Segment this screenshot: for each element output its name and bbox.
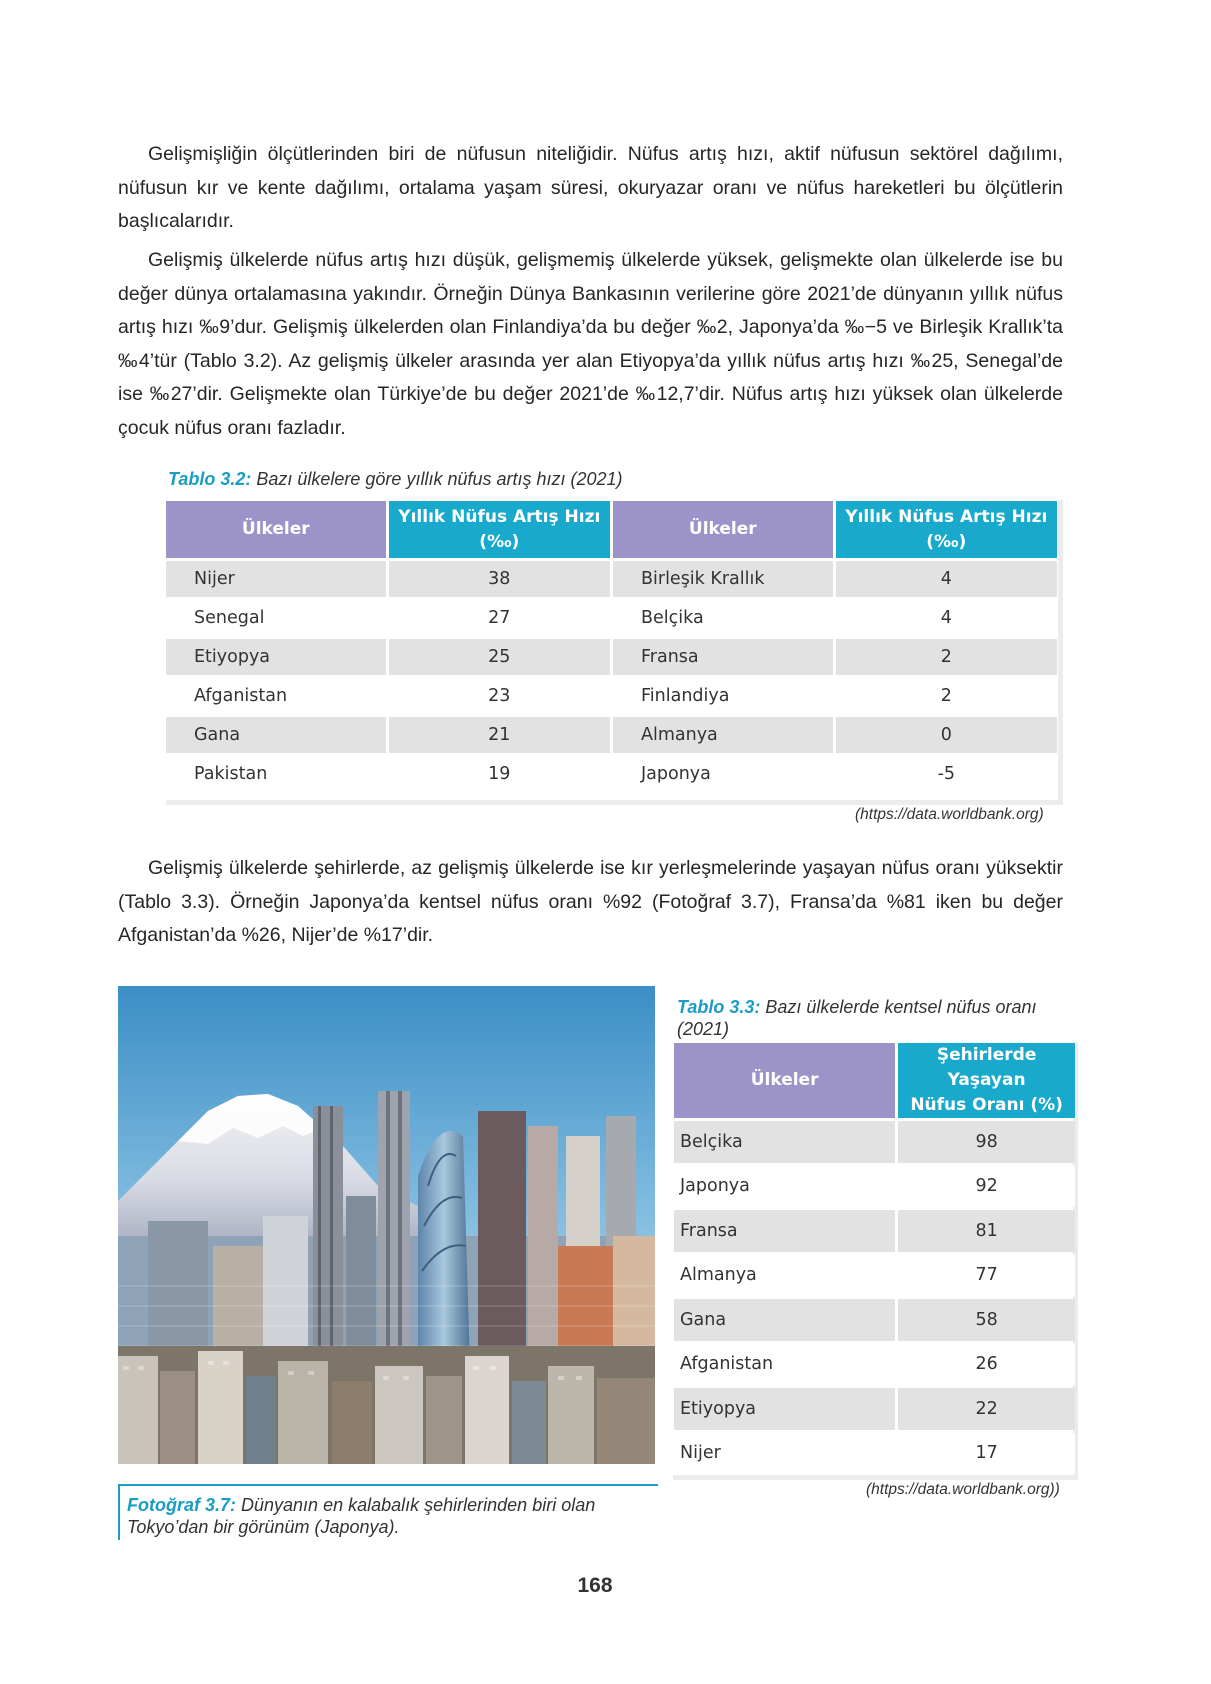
t32-country: Fransa — [613, 639, 833, 675]
t32-value: 2 — [836, 678, 1057, 714]
paragraph-2 — [118, 244, 1063, 445]
t32-value: 4 — [836, 561, 1057, 597]
t33-value: 26 — [898, 1344, 1075, 1386]
t33-country: Fransa — [674, 1210, 895, 1252]
table-row — [674, 1210, 1075, 1252]
table-row — [674, 1255, 1075, 1297]
table-3-2-caption-text: Bazı ülkelere göre yıllık nüfus artış hızı (2021) — [251, 469, 623, 489]
t32-header-rate-2: Yıllık Nüfus Artış Hızı (‰) — [836, 501, 1057, 558]
t32-country: Belçika — [613, 600, 833, 636]
table-row — [166, 717, 1057, 753]
t33-header-countries: Ülkeler — [674, 1043, 895, 1118]
table-row — [674, 1344, 1075, 1386]
table-3-3 — [671, 1040, 1078, 1477]
paragraph-1 — [118, 138, 1063, 239]
t32-country: Almanya — [613, 717, 833, 753]
t33-value: 22 — [898, 1388, 1075, 1430]
table-3-2-source: (https://data.worldbank.org) — [855, 806, 1044, 823]
t33-country: Nijer — [674, 1433, 895, 1475]
t33-country: Etiyopya — [674, 1388, 895, 1430]
paragraph-3-text: Gelişmiş ülkelerde şehirlerde, az gelişmiş ülkelerde ise kır yerleşmelerinde yaşayan nüfus oranı yüksektir (Tablo 3.3). Örneğin Japonya’da kentsel nüfus oranı %92 (Fotoğraf 3.7), Fransa’da %81 iken bu değer Afganistan’da %26, Nijer’de %17’dir. — [118, 857, 1063, 946]
table-3-2-caption — [168, 468, 623, 490]
paragraph-1-text: Gelişmişliğin ölçütlerinden biri de nüfusun niteliğidir. Nüfus artış hızı, aktif nüfusun sektörel dağılımı, nüfusun kır ve kente dağılımı, ortalama yaşam süresi, okuryazar oranı ve nüfus hareketleri bu ölçütlerin başlıcalarıdır. — [118, 143, 1063, 232]
t32-value: 2 — [836, 639, 1057, 675]
t32-country: Finlandiya — [613, 678, 833, 714]
t33-country: Japonya — [674, 1166, 895, 1208]
t32-country: Senegal — [166, 600, 386, 636]
t33-country: Afganistan — [674, 1344, 895, 1386]
table-3-3-caption — [677, 996, 1077, 1040]
t32-value: 25 — [389, 639, 610, 675]
t32-value: 38 — [389, 561, 610, 597]
t33-value: 77 — [898, 1255, 1075, 1297]
photo-3-7-caption — [118, 1484, 658, 1540]
paragraph-2-text: Gelişmiş ülkelerde nüfus artış hızı düşük, gelişmemiş ülkelerde yüksek, gelişmekte olan ülkelerde ise bu değer dünya ortalamasına yakındır. Örneğin Dünya Bankasının verilerine göre 2021’de dünyanın yıllık nüfus artış hızı ‰9’dur. Gelişmiş ülkelerden olan Finlandiya’da bu değer ‰2, Japonya’da ‰−5 ve Birleşik Krallık’ta ‰4’tür (Tablo 3.2). Az gelişmiş ülkeler arasında yer alan Etiyopya’da yıllık nüfus artış hızı ‰25, Senegal’de ise ‰27’dir. Gelişmekte olan Türkiye’de bu değer 2021’de ‰12,7’dir. Nüfus artış hızı yüksek olan ülkelerde çocuk nüfus oranı fazladır. — [118, 249, 1063, 439]
photo-3-7-caption-text: Dünyanın en kalabalık şehirlerinden biri olan Tokyo’dan bir görünüm (Japonya). — [127, 1495, 596, 1537]
t33-value: 81 — [898, 1210, 1075, 1252]
table-row — [674, 1166, 1075, 1208]
t32-value: 0 — [836, 717, 1057, 753]
t33-value: 17 — [898, 1433, 1075, 1475]
t32-country: Japonya — [613, 756, 833, 792]
t32-value: 27 — [389, 600, 610, 636]
t33-country: Almanya — [674, 1255, 895, 1297]
t32-value: 4 — [836, 600, 1057, 636]
table-row — [674, 1388, 1075, 1430]
table-3-2 — [163, 498, 1060, 795]
t32-header-countries-1: Ülkeler — [166, 501, 386, 558]
t33-country: Gana — [674, 1299, 895, 1341]
table-row — [166, 678, 1057, 714]
t32-value: 23 — [389, 678, 610, 714]
page-number: 168 — [577, 1574, 613, 1597]
table-row — [166, 639, 1057, 675]
t32-value: 21 — [389, 717, 610, 753]
paragraph-3 — [118, 852, 1063, 953]
tokyo-skyline-photo — [118, 986, 655, 1464]
table-3-3-caption-text: Bazı ülkelerde kentsel nüfus oranı (2021) — [677, 997, 1037, 1039]
table-3-2-label: Tablo 3.2: — [168, 469, 252, 489]
table-row — [674, 1433, 1075, 1475]
t32-value: -5 — [836, 756, 1057, 792]
t33-country: Belçika — [674, 1121, 895, 1163]
t33-value: 58 — [898, 1299, 1075, 1341]
table-3-3-label: Tablo 3.3: — [677, 997, 761, 1017]
t32-country: Etiyopya — [166, 639, 386, 675]
t32-country: Gana — [166, 717, 386, 753]
photo-3-7-label: Fotoğraf 3.7: — [127, 1495, 237, 1515]
table-row — [166, 600, 1057, 636]
t32-country: Pakistan — [166, 756, 386, 792]
table-3-2-shadow — [166, 800, 1060, 805]
t32-country: Afganistan — [166, 678, 386, 714]
table-3-3-source: (https://data.worldbank.org)) — [866, 1481, 1060, 1498]
table-row — [674, 1299, 1075, 1341]
t32-value: 19 — [389, 756, 610, 792]
t33-header-urban-rate: Şehirlerde Yaşayan Nüfus Oranı (%) — [898, 1043, 1075, 1118]
table-row — [674, 1121, 1075, 1163]
t33-value: 98 — [898, 1121, 1075, 1163]
t32-country: Nijer — [166, 561, 386, 597]
t33-value: 92 — [898, 1166, 1075, 1208]
t32-header-rate-1: Yıllık Nüfus Artış Hızı (‰) — [389, 501, 610, 558]
t32-country: Birleşik Krallık — [613, 561, 833, 597]
table-row — [166, 756, 1057, 792]
t32-header-countries-2: Ülkeler — [613, 501, 833, 558]
table-row — [166, 561, 1057, 597]
